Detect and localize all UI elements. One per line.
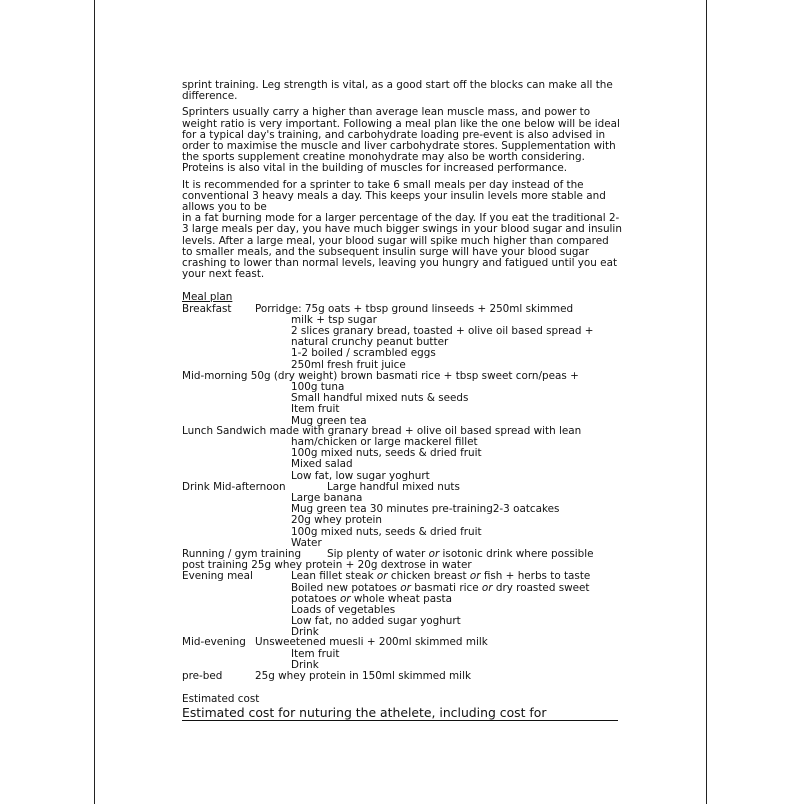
training-item: post training 25g whey protein + 20g dextrose in water xyxy=(182,559,472,572)
evening-item: Low fat, no added sugar yoghurt xyxy=(291,615,461,628)
breakfast-item: 250ml fresh fruit juice xyxy=(291,358,406,371)
training-or: or xyxy=(428,547,440,560)
paragraph-3-continued: in a fat burning mode for a larger percentage of the day. If you eat the traditional 2-3 large meals per day, you have much bigger swings in your blood sugar and insulin levels. After a large meal, your blood sugar will spike much higher than compared to smaller meals, and the subsequent insulin surge will have your blood sugar crashing to lower than normal levels, leaving you hungry and fatigued until you eat your next feast. xyxy=(182,212,622,281)
evening-item: Loads of vegetables xyxy=(291,603,396,616)
lunch-item: 100g mixed nuts, seeds & dried fruit xyxy=(291,447,482,460)
afternoon-item: Water xyxy=(291,536,322,549)
meal-plan-heading: Meal plan xyxy=(182,291,233,304)
breakfast-label: Breakfast xyxy=(182,302,232,315)
evening-or: or xyxy=(469,570,481,583)
lunch-item: Mixed salad xyxy=(291,458,353,471)
estimated-cost-line: Estimated cost for nuturing the athelete, including cost for xyxy=(182,706,618,721)
evening-or: or xyxy=(376,570,388,583)
midmorning-row: Mid-morning 50g (dry weight) brown basmati rice + tbsp sweet corn/peas + xyxy=(182,369,579,382)
evening-text: Lean fillet steak xyxy=(291,570,377,583)
breakfast-row xyxy=(182,304,622,315)
training-text: Sip plenty of water xyxy=(327,547,429,560)
midevening-label: Mid-evening xyxy=(182,636,246,649)
training-text: isotonic drink where possible xyxy=(439,547,594,560)
breakfast-item: natural crunchy peanut butter xyxy=(291,336,449,349)
prebed-row xyxy=(182,671,622,682)
evening-or: or xyxy=(339,592,351,605)
evening-or: or xyxy=(481,581,493,594)
breakfast-item: milk + tsp sugar xyxy=(291,313,377,326)
lunch-item: ham/chicken or large mackerel fillet xyxy=(291,435,478,448)
afternoon-item: Mug green tea 30 minutes pre-training2-3 oatcakes xyxy=(291,503,560,516)
midevening-item: Item fruit xyxy=(291,647,340,660)
paragraph-3: It is recommended for a sprinter to take 6 small meals per day instead of the conventional 3 heavy meals a day. This keeps your insulin levels more stable and allows you to be xyxy=(182,178,606,214)
prebed-label: pre-bed xyxy=(182,669,223,682)
evening-text: Boiled new potatoes xyxy=(291,581,401,594)
paragraph-2: Sprinters usually carry a higher than average lean muscle mass, and power to weight ratio is very important. Following a meal plan like the one below will be ideal for a typical day's training, and carbohydrate loading pre-event is also advised in order to maximise the muscle and liver carbohydrate stores. Supplementation with the sports supplement creatine monohydrate may also be worth considering. Proteins is also vital in the building of muscles for increased performance. xyxy=(182,106,620,175)
evening-row xyxy=(182,571,622,582)
evening-text: basmati rice xyxy=(410,581,482,594)
evening-text: dry roasted sweet xyxy=(492,581,590,594)
document-body xyxy=(182,80,622,721)
evening-text: fish + herbs to taste xyxy=(480,570,591,583)
afternoon-item: Large banana xyxy=(291,491,363,504)
afternoon-item: Large handful mixed nuts xyxy=(327,480,460,493)
evening-text: potatoes xyxy=(291,592,340,605)
afternoon-label: Drink Mid-afternoon xyxy=(182,480,286,493)
prebed-item: 25g whey protein in 150ml skimmed milk xyxy=(255,669,471,682)
midevening-item: Unsweetened muesli + 200ml skimmed milk xyxy=(255,636,488,649)
midevening-item: Drink xyxy=(291,658,319,671)
breakfast-item: Porridge: 75g oats + tbsp ground linseeds + 250ml skimmed xyxy=(255,302,574,315)
midevening-row xyxy=(182,637,622,648)
evening-item: Drink xyxy=(291,627,319,638)
breakfast-item: 1-2 boiled / scrambled eggs xyxy=(291,347,436,360)
evening-text: whole wheat pasta xyxy=(350,592,452,605)
evening-text: chicken breast xyxy=(387,570,470,583)
midmorning-item: 100g tuna xyxy=(291,381,345,394)
afternoon-item: 20g whey protein xyxy=(291,514,382,527)
breakfast-item: 2 slices granary bread, toasted + olive oil based spread + xyxy=(291,325,594,338)
training-row xyxy=(182,549,622,560)
training-label: Running / gym training xyxy=(182,547,302,560)
midmorning-item: Item fruit xyxy=(291,403,340,416)
midmorning-item: Small handful mixed nuts & seeds xyxy=(291,392,469,405)
afternoon-item: 100g mixed nuts, seeds & dried fruit xyxy=(291,525,482,538)
evening-or: or xyxy=(400,581,411,594)
estimated-cost-label: Estimated cost xyxy=(182,693,260,706)
evening-item xyxy=(182,594,622,605)
lunch-row: Lunch Sandwich made with granary bread + olive oil based spread with lean xyxy=(182,424,582,437)
afternoon-row xyxy=(182,482,622,493)
evening-label: Evening meal xyxy=(182,570,253,583)
lunch-item: Low fat, low sugar yoghurt xyxy=(291,469,430,482)
midmorning-item: Mug green tea xyxy=(291,415,367,426)
paragraph-1: sprint training. Leg strength is vital, as a good start off the blocks can make all the difference. xyxy=(182,79,613,103)
